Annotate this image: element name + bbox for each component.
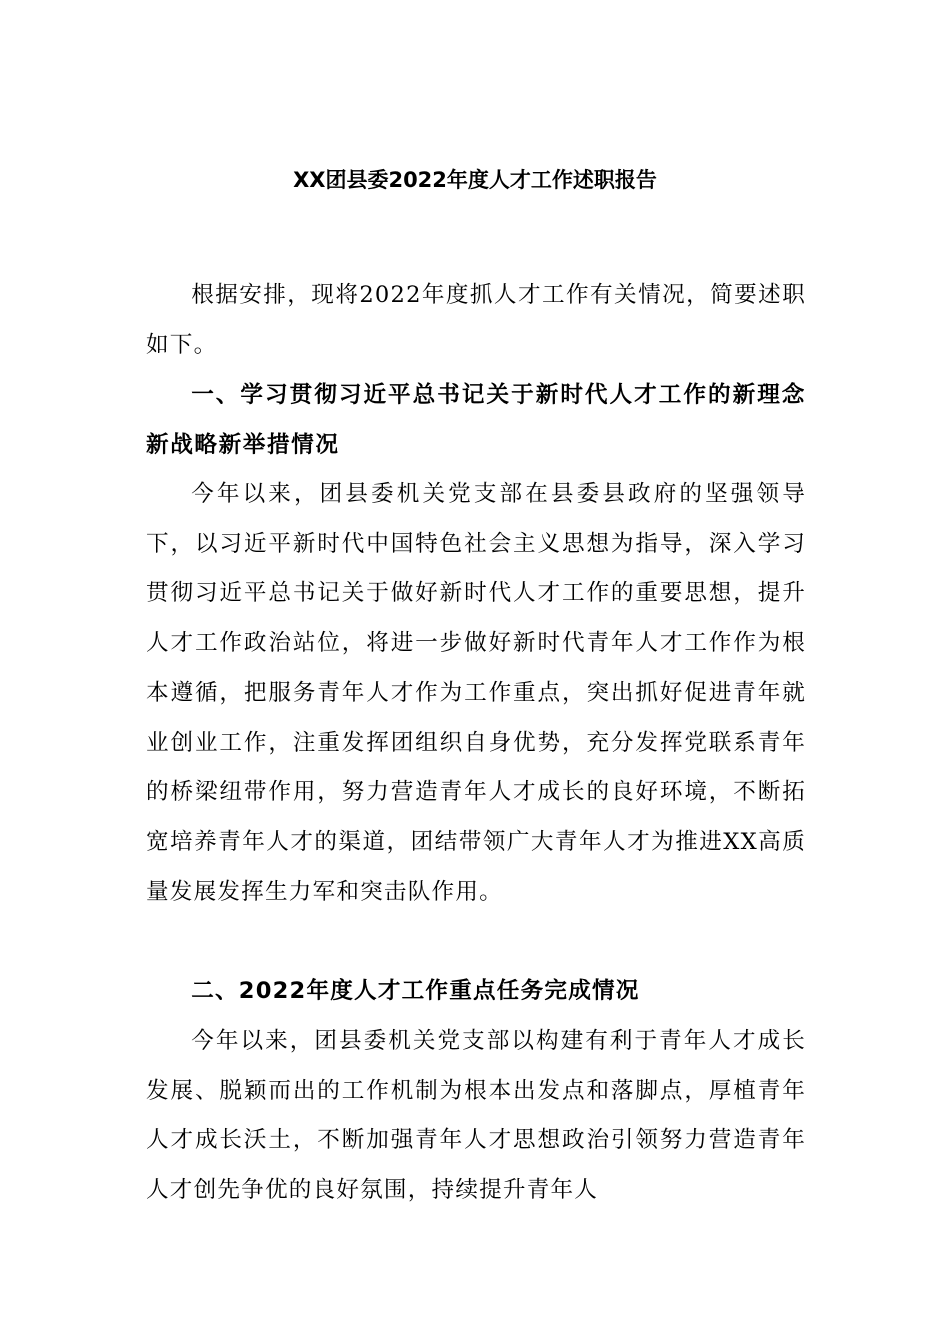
section-heading-2: 二、2022年度人才工作重点任务完成情况	[191, 978, 640, 1004]
section-heading-1: 一、学习贯彻习近平总书记关于新时代人才工作的新理念新战略新举措情况	[146, 382, 806, 458]
intro-paragraph: 根据安排，现将2022年度抓人才工作有关情况，简要述职如下。	[146, 282, 806, 358]
section-1-paragraph: 今年以来，团县委机关党支部在县委县政府的坚强领导下，以习近平新时代中国特色社会主义思想为指导，深入学习贯彻习近平总书记关于做好新时代人才工作的重要思想，提升人才工作政治站位，将进一步做好新时代青年人才工作作为根本遵循，把服务青年人才作为工作重点，突出抓好促进青年就业创业工作，注重发挥团组织自身优势，充分发挥党联系青年的桥梁纽带作用，努力营造青年人才成长的良好环境，不断拓宽培养青年人才的渠道，团结带领广大青年人才为推进XX高质量发展发挥生力军和突击队作用。	[146, 481, 806, 905]
document-title: XX团县委2022年度人才工作述职报告	[293, 168, 657, 192]
section-2-paragraph: 今年以来，团县委机关党支部以构建有利于青年人才成长发展、脱颖而出的工作机制为根本出发点和落脚点，厚植青年人才成长沃土，不断加强青年人才思想政治引领努力营造青年人才创先争优的良好氛围，持续提升青年人	[146, 1028, 806, 1204]
